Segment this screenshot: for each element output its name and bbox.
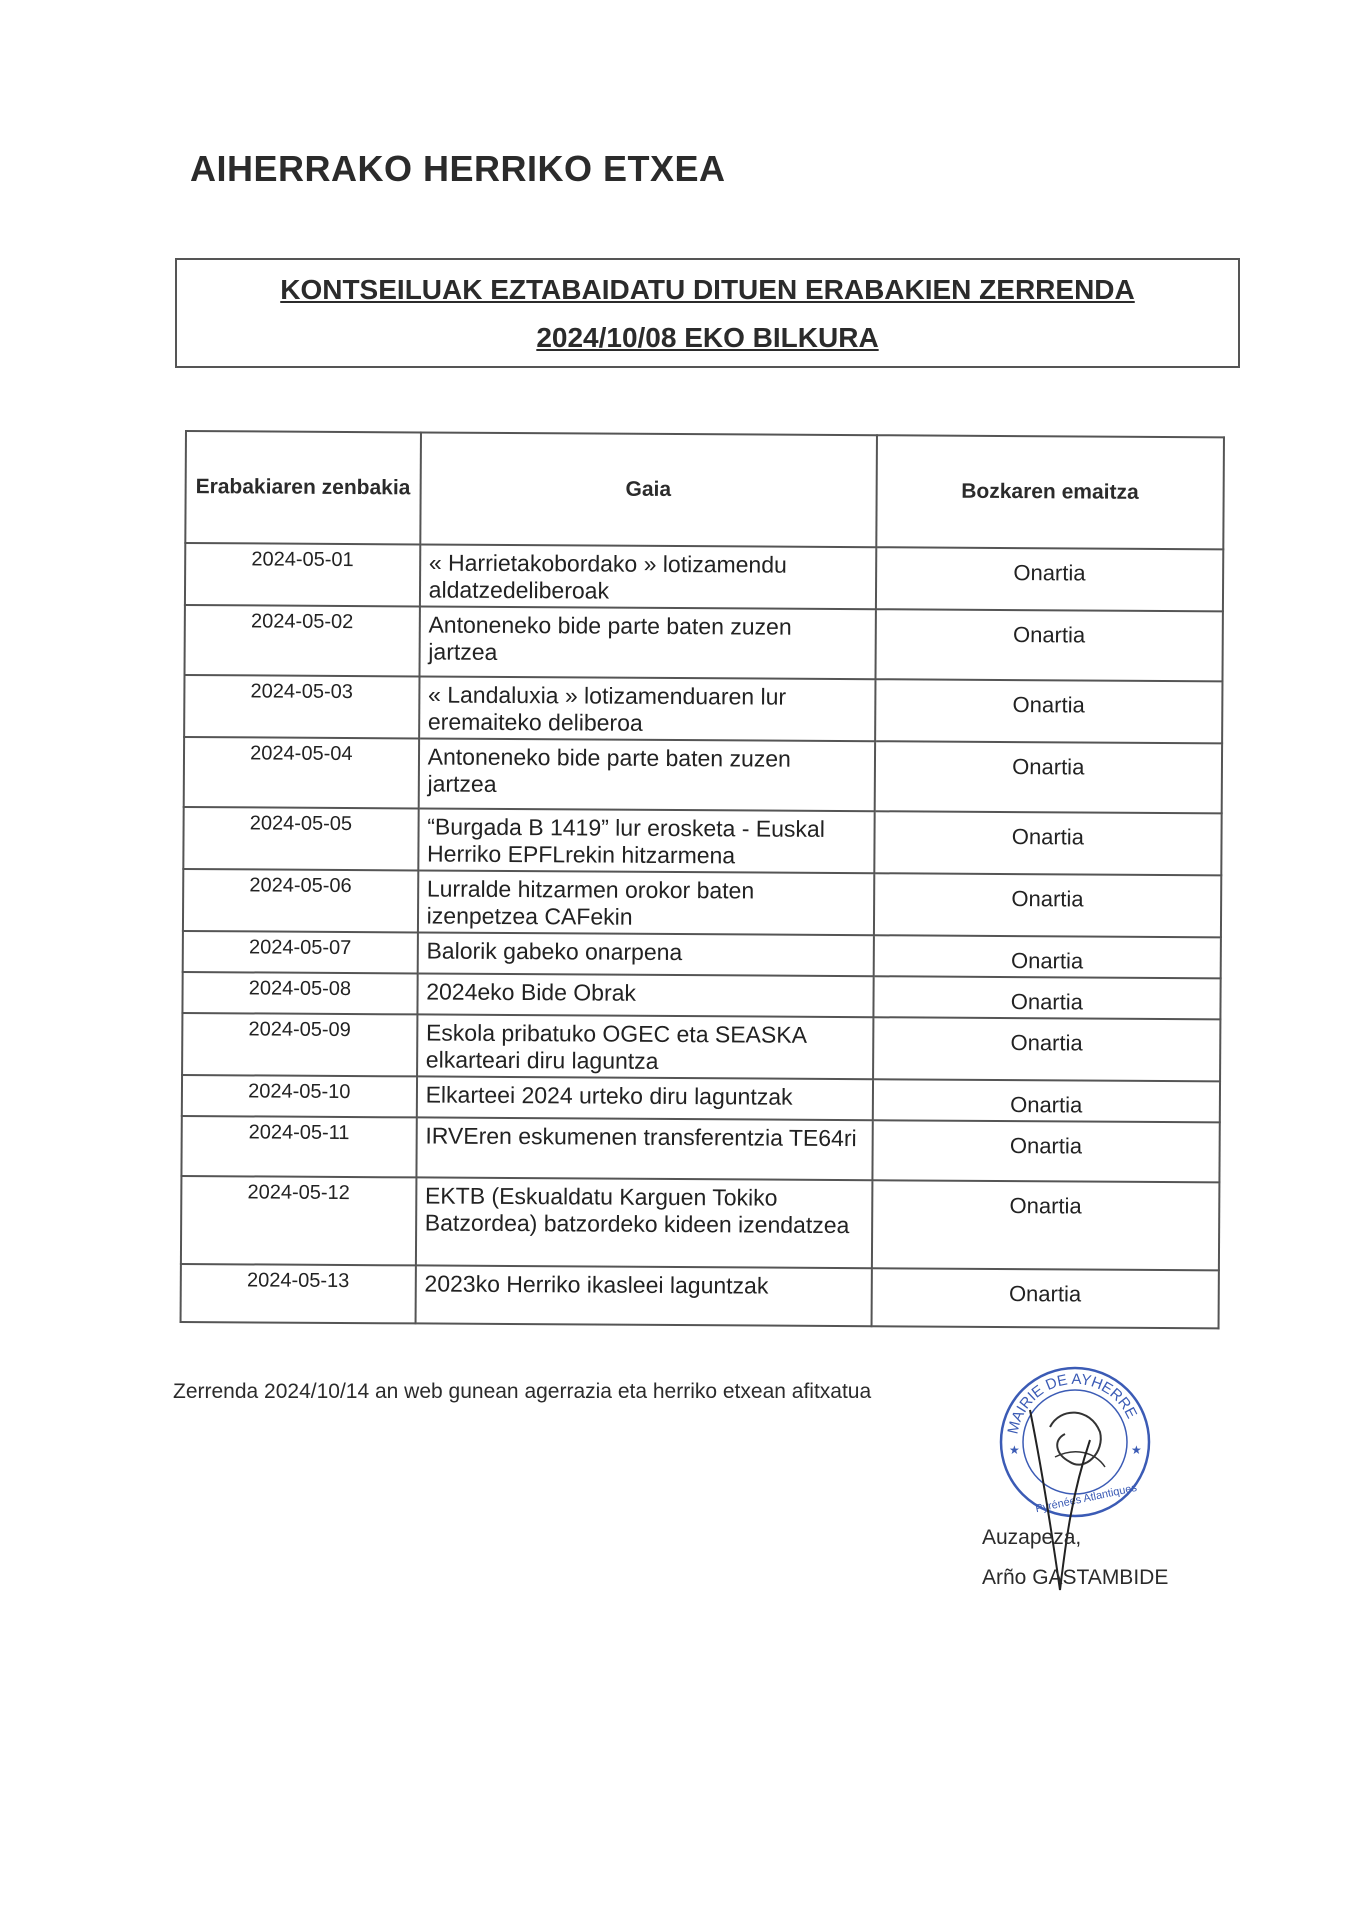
decision-subject: Balorik gabeko onarpena — [417, 932, 873, 976]
decision-number: 2024-05-09 — [182, 1013, 417, 1076]
decision-subject: Lurralde hitzarmen orokor baten izenpetzea CAFekin — [418, 870, 874, 935]
column-header-subject: Gaia — [420, 432, 877, 547]
column-header-result: Bozkaren emaitza — [876, 435, 1224, 549]
table-row — [181, 1264, 1219, 1328]
decision-number: 2024-05-04 — [184, 737, 419, 808]
table-row — [182, 1075, 1220, 1122]
decision-subject: « Landaluxia » lotizamenduaren lur eremaiteko deliberoa — [419, 676, 875, 741]
table-row — [182, 972, 1220, 1019]
page-title: AIHERRAKO HERRIKO ETXEA — [190, 148, 726, 189]
table-row — [182, 1013, 1220, 1081]
decision-subject: Antoneneko bide parte baten zuzen jartzea — [419, 606, 875, 679]
meeting-date-title: 2024/10/08 EKO BILKURA — [536, 322, 879, 353]
decision-subject: Eskola pribatuko OGEC eta SEASKA elkarteari diru laguntza — [417, 1014, 873, 1079]
svg-text:Pyrénées Atlantiques: Pyrénées Atlantiques — [1034, 1481, 1139, 1516]
decision-subject: Antoneneko bide parte baten zuzen jartzea — [418, 738, 874, 811]
vote-result: Onartia — [874, 741, 1222, 813]
vote-result: Onartia — [872, 1180, 1220, 1270]
vote-result: Onartia — [873, 935, 1221, 978]
decision-number: 2024-05-08 — [182, 972, 417, 1014]
vote-result: Onartia — [875, 679, 1223, 743]
decision-subject: IRVEren eskumenen transferentzia TE64ri — [416, 1117, 872, 1180]
table-row — [183, 931, 1221, 978]
column-header-number: Erabakiaren zenbakia — [185, 431, 420, 544]
document-title: KONTSEILUAK EZTABAIDATU DITUEN ERABAKIEN ZERRENDA — [280, 274, 1135, 305]
decision-subject: EKTB (Eskualdatu Karguen Tokiko Batzordea) batzordeko kideen izendatzea — [416, 1177, 872, 1268]
decision-number: 2024-05-07 — [183, 931, 418, 973]
signer-name: Arño GASTAMBIDE — [982, 1566, 1169, 1589]
decision-subject: « Harrietakobordako » lotizamendu aldatzedeliberoak — [420, 544, 876, 609]
table-row — [184, 675, 1222, 743]
decision-number: 2024-05-03 — [184, 675, 419, 738]
table-header-row — [185, 431, 1224, 549]
decision-subject: 2023ko Herriko ikasleei laguntzak — [415, 1265, 871, 1326]
table-row — [185, 543, 1223, 611]
svg-text:★: ★ — [1009, 1443, 1020, 1457]
table-row — [185, 605, 1223, 681]
vote-result: Onartia — [873, 976, 1221, 1019]
svg-text:★: ★ — [1131, 1443, 1142, 1457]
decision-number: 2024-05-01 — [185, 543, 420, 606]
decision-number: 2024-05-11 — [181, 1116, 416, 1177]
vote-result: Onartia — [876, 547, 1224, 611]
signature-block — [982, 1518, 1168, 1598]
table-row — [181, 1116, 1219, 1182]
vote-result: Onartia — [874, 811, 1222, 875]
decision-number: 2024-05-10 — [182, 1075, 417, 1117]
publication-note: Zerrenda 2024/10/14 an web gunean agerrazia eta herriko etxean afitxatua — [173, 1380, 872, 1403]
table-row — [181, 1176, 1220, 1270]
vote-result: Onartia — [874, 873, 1222, 937]
signer-role: Auzapeza, — [982, 1526, 1082, 1549]
vote-result: Onartia — [871, 1268, 1219, 1328]
decision-number: 2024-05-13 — [181, 1264, 416, 1323]
decisions-table — [180, 430, 1225, 1329]
table-row — [183, 807, 1221, 875]
title-box — [175, 258, 1240, 368]
svg-text:MAIRIE DE AYHERRE: MAIRIE DE AYHERRE — [1004, 1370, 1141, 1436]
decision-number: 2024-05-06 — [183, 869, 418, 932]
table-row — [184, 737, 1222, 813]
vote-result: Onartia — [872, 1120, 1220, 1182]
decision-subject: 2024eko Bide Obrak — [417, 973, 873, 1017]
decision-number: 2024-05-02 — [185, 605, 420, 676]
decision-number: 2024-05-05 — [183, 807, 418, 870]
decision-number: 2024-05-12 — [181, 1176, 416, 1265]
decision-subject: “Burgada B 1419” lur erosketa - Euskal Herriko EPFLrekin hitzarmena — [418, 808, 874, 873]
table-row — [183, 869, 1221, 937]
vote-result: Onartia — [872, 1079, 1220, 1122]
decision-subject: Elkarteei 2024 urteko diru laguntzak — [416, 1076, 872, 1120]
vote-result: Onartia — [875, 609, 1223, 681]
vote-result: Onartia — [873, 1017, 1221, 1081]
